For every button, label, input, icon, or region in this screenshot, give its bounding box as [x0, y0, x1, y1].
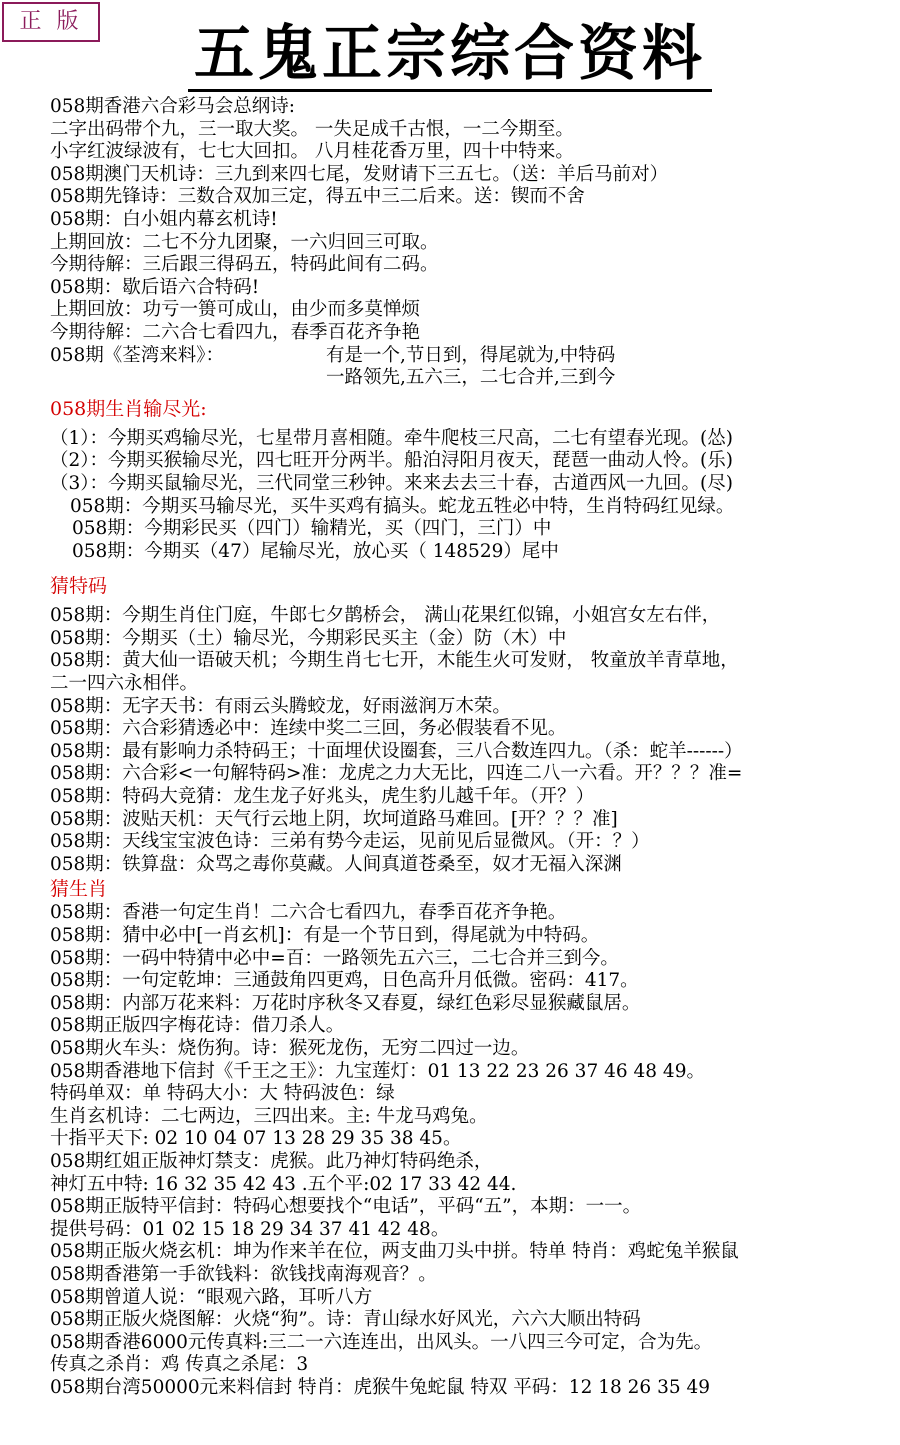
tsuen-wan-line-1 [50, 345, 900, 368]
text-line: 058期：一句定乾坤：三通鼓角四更鸡，日色高升月低微。密码：417。 [50, 970, 639, 992]
text-line: （1）：今期买鸡输尽光，七星带月喜相随。牵牛爬枝三尺高，二七有望春光现。(怂) [50, 427, 733, 449]
text-line: 058期：一码中特猜中必中=百：一路领先五六三，二七合并三到今。 [50, 947, 619, 969]
text-line: 058期：波贴天机：天气行云地上阴，坎坷道路马难回。[开？？？准] [50, 808, 618, 830]
text-line: 058期：天线宝宝波色诗：三弟有势今走运，见前见后显微风。（开：？） [50, 831, 650, 853]
text-line: 058期：特码大竞猜：龙生龙子好兆头，虎生豹儿越千年。（开？） [50, 786, 595, 808]
content [50, 96, 900, 1399]
text-line: 058期澳门天机诗：三九到来四七尾，发财请下三五七。（送：羊后马前对） [50, 163, 669, 185]
spacer [50, 563, 900, 573]
text-line: 058期香港第一手欲钱料：欲钱找南海观音？。 [50, 1263, 437, 1285]
text-line: 058期：黄大仙一语破天机；今期生肖七七开，木能生火可发财， 牧童放羊青草地， [50, 650, 739, 672]
text-line: 二字出码带个九，三一取大奖。 一失足成千古恨，一二今期至。 [50, 118, 574, 140]
text-line: 058期香港6000元传真料:三二一六连连出，出风头。一八四三今可定，合为先。 [50, 1331, 713, 1353]
guess-number-block [50, 605, 900, 876]
text-line: 058期先锋诗：三数合双加三定，得五中三二后来。送：锲而不舍 [50, 186, 585, 208]
text-line: 058期：无字天书：有雨云头腾蛟龙，好雨滋润万木荣。 [50, 695, 511, 717]
text-line: 058期：今期生肖住门庭，牛郎七夕鹊桥会， 满山花果红似锦，小姐宫女左右伴， [50, 605, 721, 627]
tsuen-wan-line-2 [50, 367, 900, 390]
text-line: 二一四六永相伴。 [50, 673, 199, 695]
text-line: 058期正版火烧玄机：坤为作来羊在位，两支曲刀头中拼。特单 特肖：鸡蛇兔羊猴鼠 [50, 1241, 739, 1263]
text-line: 058期香港六合彩马会总纲诗: [50, 96, 296, 117]
text-line: 生肖玄机诗：二七两边，三四出来。主: 牛龙马鸡兔。 [50, 1105, 488, 1127]
section-title-shengxiao: 058期生肖输尽光: [50, 397, 207, 420]
text-line: 058期：今期买（47）尾输尽光，放心买（ 148529）尾中 [72, 540, 559, 562]
tsuen-wan-label: 058期《荃湾来料》： [50, 344, 225, 366]
text-line: 今期待解：二六合七看四九，春季百花齐争艳 [50, 321, 421, 343]
authentic-badge: 正 版 [2, 2, 100, 42]
poem-block [50, 96, 900, 345]
text-line: 058期：香港一句定生肖！二六合七看四九，春季百花齐争艳。 [50, 902, 567, 924]
text-line: 特码单双：单 特码大小：大 特码波色：绿 [50, 1083, 395, 1105]
text-line: （2）：今期买猴输尽光，四七旺开分两半。船泊浔阳月夜天，琵琶一曲动人怜。(乐) [50, 450, 733, 472]
section-title-guess-number: 猜特码 [50, 575, 108, 598]
text-line: 058期：今期买马输尽光，买牛买鸡有搞头。蛇龙五牲必中特，生肖特码红见绿。 [70, 495, 735, 517]
text-line: 上期回放：功亏一篑可成山，由少而多莫惮烦 [50, 299, 421, 321]
text-line: 058期：今期买（土）输尽光，今期彩民买主（金）防（木）中 [50, 627, 567, 649]
text-line: 058期：猜中必中[一肖玄机]：有是一个节日到，得尾就为中特码。 [50, 925, 600, 946]
text-line: 058期：铁算盘：众骂之毒你莫藏。人间真道苍桑至，奴才无福入深渊 [50, 853, 622, 875]
text-line: 上期回放：二七不分九团聚，一六归回三可取。 [50, 231, 439, 253]
page-title-text: 五鬼正宗综合资料 [188, 19, 712, 92]
text-line: 058期：最有影响力杀特码王；十面埋伏设圈套，三八合数连四九。（杀：蛇羊------） [50, 740, 743, 762]
section-title-guess-zodiac: 猜生肖 [50, 878, 108, 901]
text-line: 提供号码：01 02 15 18 29 34 37 41 42 48。 [50, 1218, 450, 1240]
text-line: 058期火车头：烧伤狗。诗：猴死龙伤，无穷二四过一边。 [50, 1037, 530, 1059]
text-line: 058期台湾50000元来料信封 特肖：虎猴牛兔蛇鼠 特双 平码：12 18 26 35 49 [50, 1376, 711, 1398]
text-line: 058期正版火烧图解：火烧“狗”。诗：青山绿水好风光，六六大顺出特码 [50, 1309, 641, 1331]
tsuen-wan-text: 有是一个,节日到，得尾就为,中特码 [326, 344, 616, 366]
text-line: 058期：六合彩猜透必中：连续中奖二三回，务必假装看不见。 [50, 718, 567, 740]
text-line: 058期曾道人说：“眼观六路，耳听八方 [50, 1286, 373, 1308]
text-line: 058期红姐正版神灯禁支：虎猴。此乃神灯特码绝杀， [50, 1150, 493, 1172]
text-line: 058期：今期彩民买（四门）输精光，买（四门，三门）中 [72, 518, 552, 540]
text-line: 058期：歇后语六合特码! [50, 276, 260, 298]
text-line: 今期待解：三后跟三得码五，特码此间有二码。 [50, 254, 439, 276]
text-line: 小字红波绿波有，七七大回扣。 八月桂花香万里，四十中特来。 [50, 141, 574, 163]
text-line: 058期正版四字梅花诗：借刀杀人。 [50, 1015, 345, 1037]
tsuen-wan-text: 一路领先,五六三，二七合并,三到今 [326, 367, 616, 389]
shengxiao-block [50, 428, 900, 564]
guess-zodiac-block [50, 902, 900, 1399]
text-line: 058期：白小姐内幕玄机诗! [50, 208, 278, 230]
text-line: （3）：今期买鼠输尽光，三代同堂三秒钟。来来去去三十春，古道西风一九回。(尽) [50, 472, 733, 494]
page-title [0, 18, 900, 90]
text-line: 058期：六合彩<一句解特码>准：龙虎之力大无比，四连二八一六看。开？？？准= [50, 763, 743, 785]
text-line: 十指平天下: 02 10 04 07 13 28 29 35 38 45。 [50, 1128, 462, 1150]
tsuen-wan-block [50, 345, 900, 390]
text-line: 传真之杀肖：鸡 传真之杀尾：3 [50, 1354, 309, 1376]
tsuen-wan-spacer [50, 367, 326, 390]
text-line: 058期香港地下信封《千王之王》：九宝莲灯：01 13 22 23 26 37 46 48 49。 [50, 1060, 705, 1082]
text-line: 神灯五中特: 16 32 35 42 43 .五个平:02 17 33 42 44. [50, 1173, 517, 1195]
text-line: 058期：内部万花来料：万花时序秋冬又春夏，绿红色彩尽显猴藏鼠居。 [50, 992, 641, 1014]
text-line: 058期正版特平信封：特码心想要找个“电话”，平码“五”，本期：一一。 [50, 1196, 642, 1218]
